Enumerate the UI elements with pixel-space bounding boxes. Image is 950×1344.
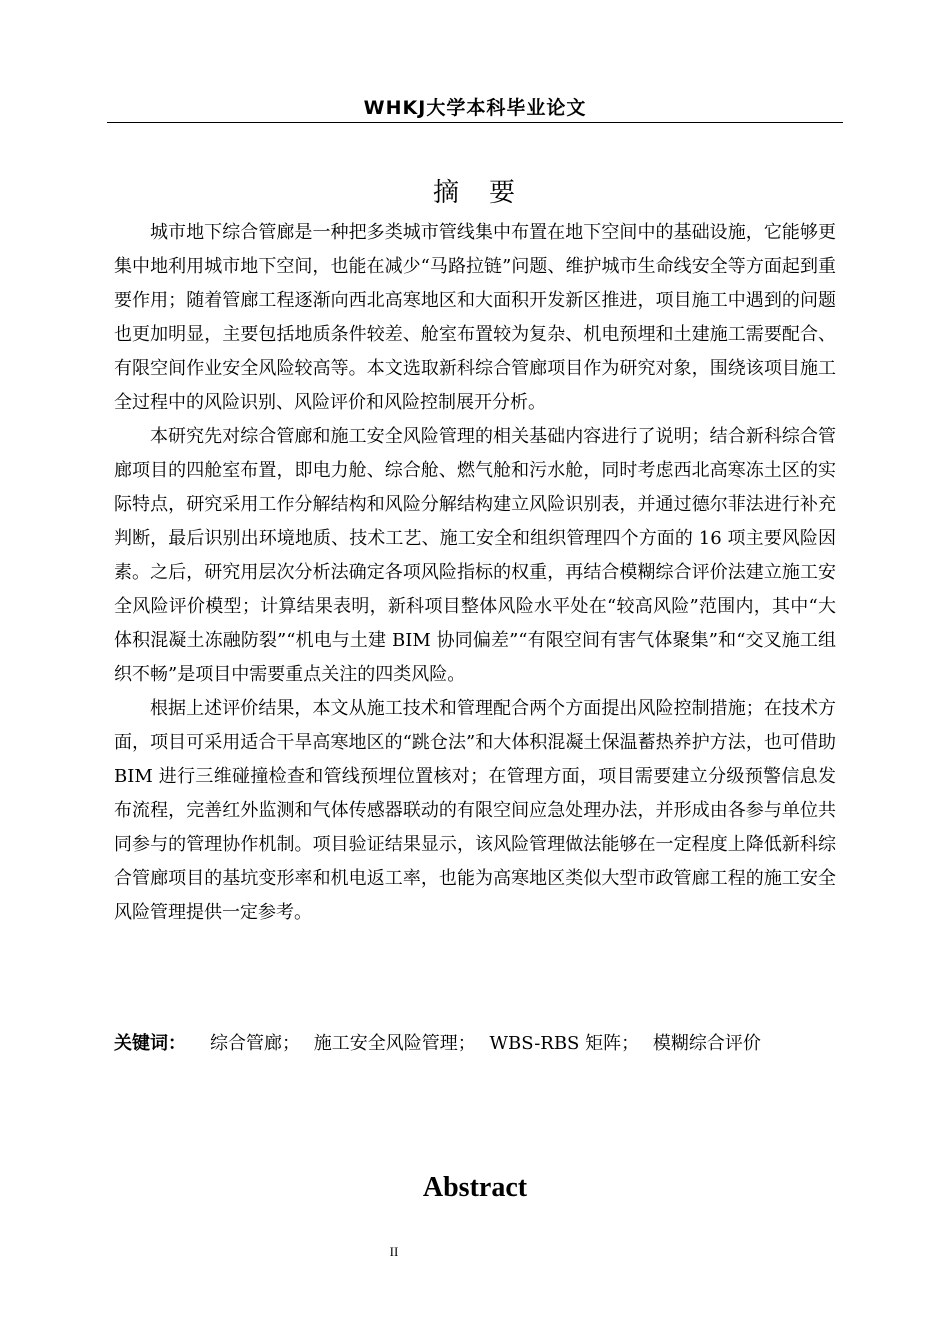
abstract-title-cn: 摘 要 xyxy=(432,178,517,208)
abstract-title-en: Abstract xyxy=(422,1172,528,1203)
page-header: WHKJ大学本科毕业论文 xyxy=(363,97,587,119)
keywords-line xyxy=(114,1027,836,1061)
keyword-item: 模糊综合评价 xyxy=(652,1033,761,1054)
page-number: II xyxy=(389,1244,399,1259)
keyword-item: 施工安全风险管理； xyxy=(313,1033,476,1054)
header-rule xyxy=(107,122,843,123)
keyword-item: WBS-RBS 矩阵； xyxy=(489,1033,640,1054)
abstract-paragraph-1: 城市地下综合管廊是一种把多类城市管线集中布置在地下空间中的基础设施，它能够更集中地利用城市地下空间，也能在减少“马路拉链”问题、维护城市生命线安全等方面起到重要作用；随着管廊工程逐渐向西北高寒地区和大面积开发新区推进，项目施工中遇到的问题也更加明显，主要包括地质条件较差、舱室布置较为复杂、机电预埋和土建施工需要配合、有限空间作业安全风险较高等。本文选取新科综合管廊项目作为研究对象，围绕该项目施工全过程中的风险识别、风险评价和风险控制展开分析。 xyxy=(114,222,836,413)
abstract-paragraph-2: 本研究先对综合管廊和施工安全风险管理的相关基础内容进行了说明；结合新科综合管廊项目的四舱室布置，即电力舱、综合舱、燃气舱和污水舱，同时考虑西北高寒冻土区的实际特点，研究采用工作分解结构和风险分解结构建立风险识别表，并通过德尔菲法进行补充判断，最后识别出环境地质、技术工艺、施工安全和组织管理四个方面的 16 项主要风险因素。之后，研究用层次分析法确定各项风险指标的权重，再结合模糊综合评价法建立施工安全风险评价模型；计算结果表明，新科项目整体风险水平处在“较高风险”范围内，其中“大体积混凝土冻融防裂”“机电与土建 BIM 协同偏差”“有限空间有害气体聚集”和“交叉施工组织不畅”是项目中需要重点关注的四类风险。 xyxy=(114,426,836,685)
keyword-item: 综合管廊； xyxy=(210,1033,300,1054)
abstract-body-cn xyxy=(114,216,836,930)
abstract-paragraph-3: 根据上述评价结果，本文从施工技术和管理配合两个方面提出风险控制措施；在技术方面，项目可采用适合干旱高寒地区的“跳仓法”和大体积混凝土保温蓄热养护方法，也可借助 BIM 进行三维碰撞检查和管线预埋位置核对；在管理方面，项目需要建立分级预警信息发布流程，完善红外监测和气体传感器联动的有限空间应急处理办法，并形成由各参与单位共同参与的管理协作机制。项目验证结果显示，该风险管理做法能够在一定程度上降低新科综合管廊项目的基坑变形率和机电返工率，也能为高寒地区类似大型市政管廊工程的施工安全风险管理提供一定参考。 xyxy=(114,698,836,923)
keywords-label: 关键词： xyxy=(114,1033,186,1054)
